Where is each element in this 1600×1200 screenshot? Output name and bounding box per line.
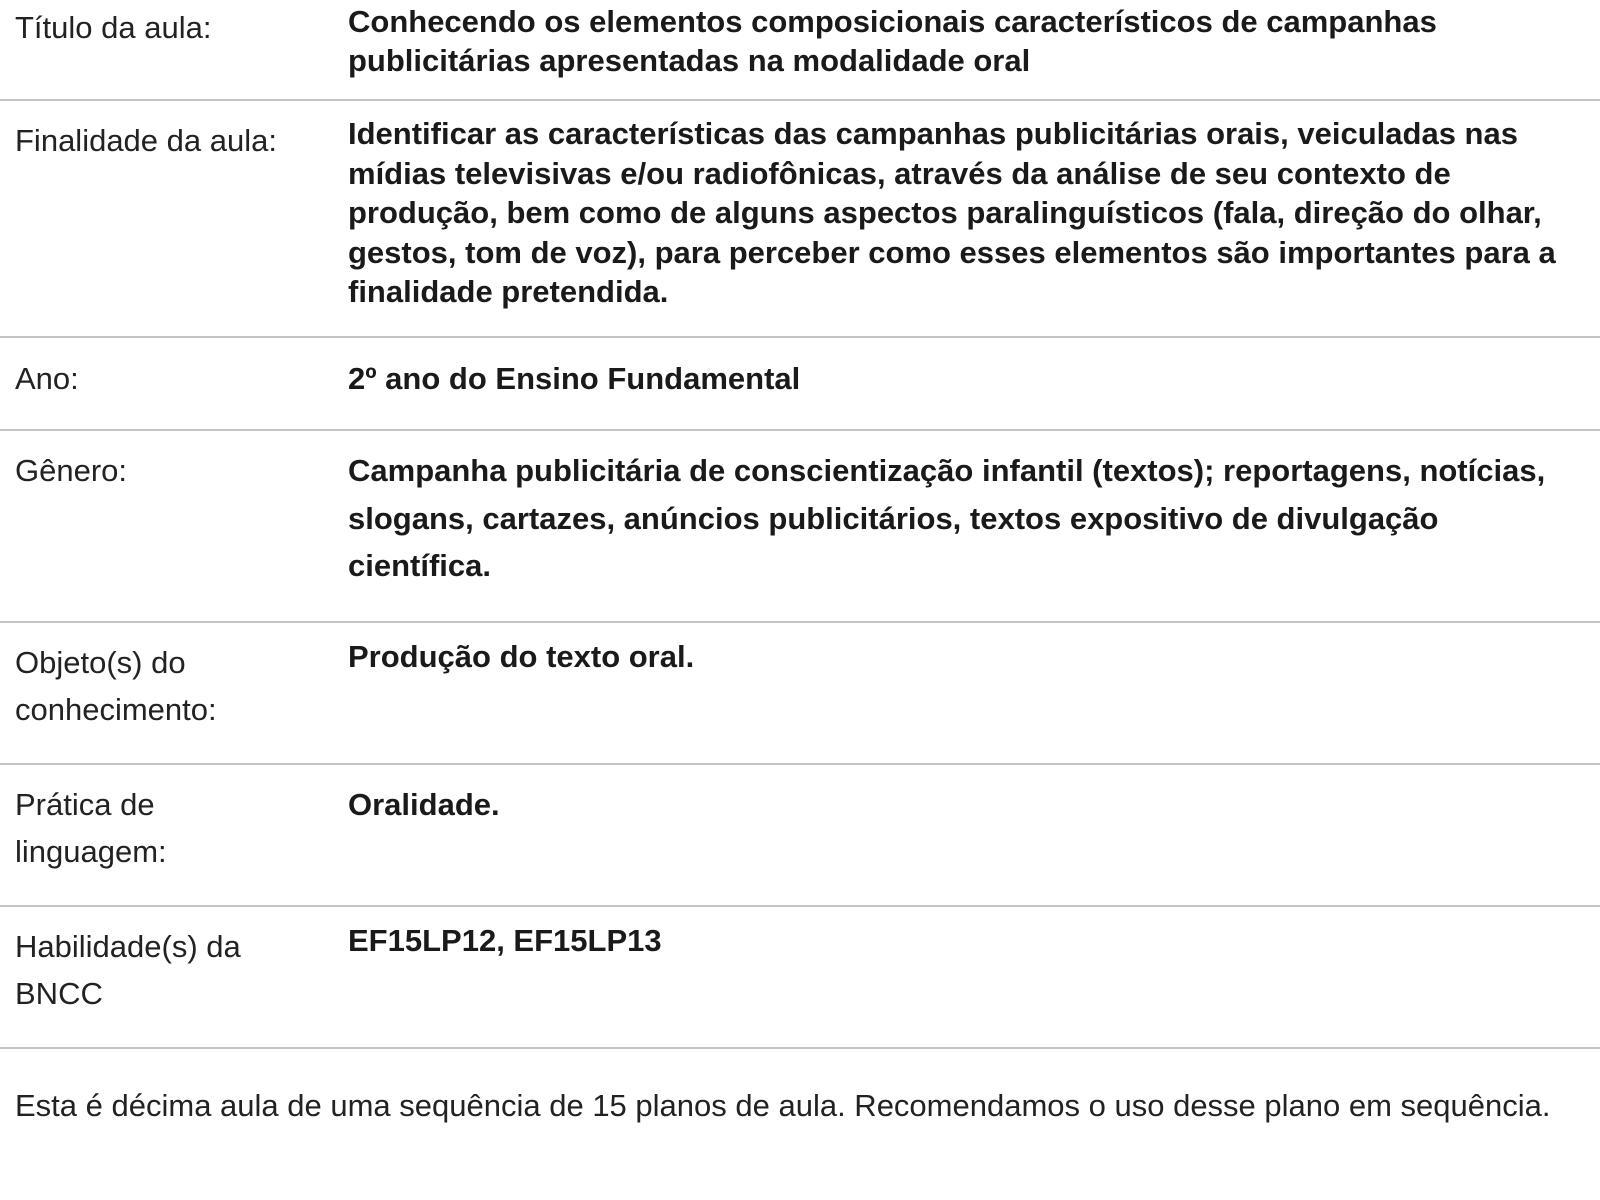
row-ano bbox=[0, 338, 1600, 430]
label-ano: Ano: bbox=[15, 361, 79, 396]
row-genero bbox=[0, 431, 1600, 621]
row-pratica bbox=[0, 765, 1600, 906]
value-ano: 2º ano do Ensino Fundamental bbox=[348, 361, 801, 396]
label-finalidade: Finalidade da aula: bbox=[15, 123, 277, 158]
row-finalidade bbox=[0, 101, 1600, 337]
value-finalidade: Identificar as características das campanhas publicitárias orais, veiculadas nas mídias televisivas e/ou radiofônicas, através da análise de seu contexto de produção, bem como de alguns aspectos paralinguísticos (fala, direção do olhar, gestos, tom de voz), para perceber como esses elementos são importantes para a finalidade pretendida. bbox=[348, 116, 1556, 309]
sequence-note: Esta é décima aula de uma sequência de 15 planos de aula. Recomendamos o uso desse plano em sequência. bbox=[15, 1088, 1551, 1123]
row-objeto bbox=[0, 623, 1600, 764]
row-habilidades bbox=[0, 907, 1600, 1048]
label-habilidades: Habilidade(s) da BNCC bbox=[15, 929, 241, 1011]
label-objeto: Objeto(s) do conhecimento: bbox=[15, 645, 217, 727]
label-genero: Gênero: bbox=[15, 453, 128, 488]
divider bbox=[0, 1047, 1600, 1049]
label-titulo: Título da aula: bbox=[15, 10, 212, 45]
row-titulo bbox=[0, 0, 1600, 100]
value-objeto: Produção do texto oral. bbox=[348, 639, 695, 674]
value-pratica: Oralidade. bbox=[348, 787, 500, 822]
label-pratica: Prática de linguagem: bbox=[15, 787, 167, 869]
value-genero: Campanha publicitária de conscientização infantil (textos); reportagens, notícias, slogans, cartazes, anúncios publicitários, textos expositivo de divulgação científica. bbox=[348, 453, 1546, 583]
value-habilidades: EF15LP12, EF15LP13 bbox=[348, 923, 662, 958]
value-titulo: Conhecendo os elementos composicionais característicos de campanhas publicitárias apresentadas na modalidade oral bbox=[348, 4, 1437, 78]
